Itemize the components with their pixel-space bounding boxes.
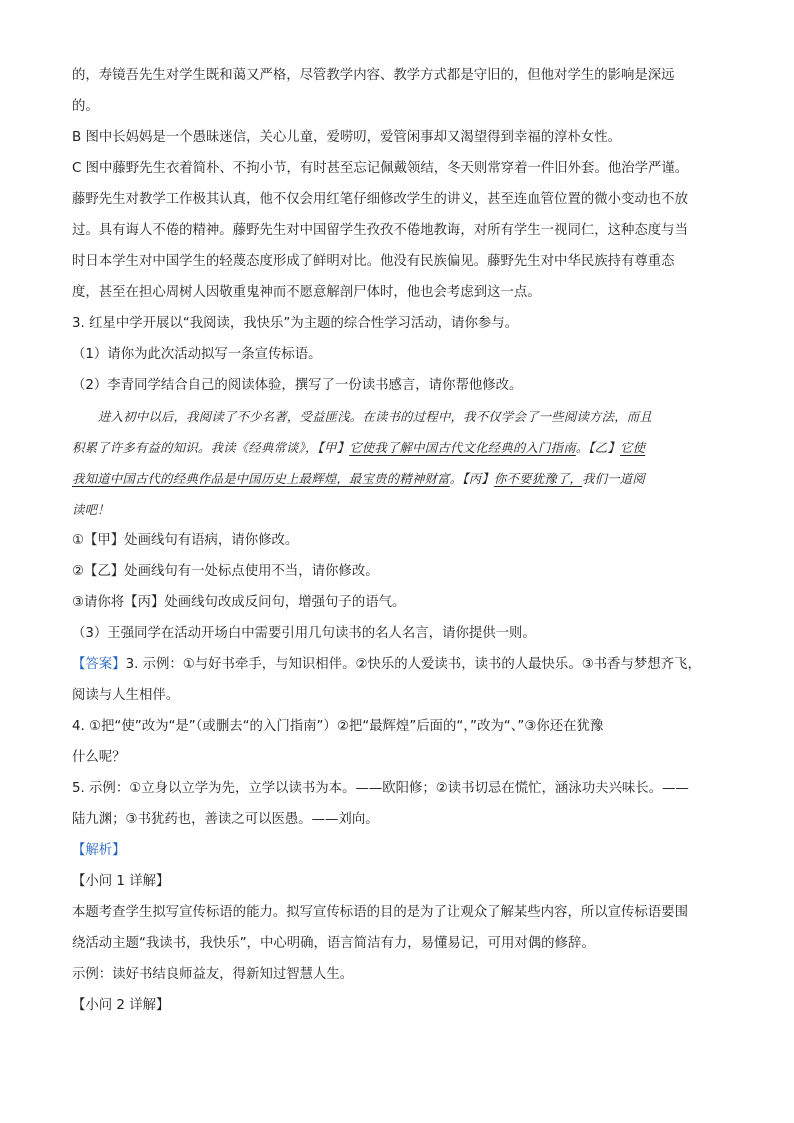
paragraph-line: 度，甚至在担心周树人因敬重鬼神而不愿意解剖尸体时，他也会考虑到这一点。 [72, 285, 541, 300]
task-line: ①【甲】处画线句有语病，请你修改。 [72, 533, 299, 548]
underlined-sentence-yi-start: 它使 [620, 440, 646, 455]
passage-line: 进入初中以后，我阅读了不少名著，受益匪浅。在读书的过程中，我不仅学会了一些阅读方法，而且 [98, 409, 652, 424]
section-heading: 【小问 1 详解】 [72, 874, 170, 889]
passage-line [72, 463, 732, 494]
sub-question-1: （1）请你为此次活动拟写一条宣传标语。 [72, 347, 322, 362]
paragraph-line: B 图中长妈妈是一个愚昧迷信，关心儿童，爱唠叨，爱管闲事却又渴望得到幸福的淳朴女性。 [72, 130, 622, 145]
underlined-sentence-yi: 我知道中国古代的经典作品是中国历史上最辉煌，最宝贵的精神财富 [72, 471, 450, 486]
paragraph-line: 的。 [72, 99, 99, 114]
task-line: ②【乙】处画线句有一处标点使用不当，请你修改。 [72, 564, 379, 579]
answer-line: 5. 示例：①立身以立学为先，立学以读书为本。——欧阳修；②读书切忌在慌忙，涵泳功夫兴味长。—— [72, 781, 689, 796]
analysis-line: 绕活动主题“我读书，我快乐”，中心明确，语言简洁有力，易懂易记，可用对偶的修辞。 [72, 936, 595, 951]
question-3-stem: 3. 红星中学开展以“我阅读，我快乐”为主题的综合性学习活动，请你参与。 [72, 316, 519, 331]
passage-line: 读吧！ [72, 502, 110, 517]
sub-question-3: （3）王强同学在活动开场白中需要引用几句读书的名人名言，请你提供一则。 [72, 626, 536, 641]
paragraph-line: C 图中藤野先生衣着简朴、不拘小节，有时甚至忘记佩戴领结，冬天则常穿着一件旧外套。他治学严谨。 [72, 161, 689, 176]
underlined-sentence-bing: 你不要犹豫了， [493, 471, 583, 486]
passage-text: 积累了许多有益的知识。我读《经典常谈》，【甲】 [72, 440, 350, 455]
answer-line [72, 649, 732, 680]
passage-text: 。【丙】 [449, 471, 494, 486]
answer-line: 阅读与人生相伴。 [72, 688, 180, 703]
answer-line: 陆九渊；③书犹药也，善读之可以医愚。——刘向。 [72, 812, 379, 827]
analysis-line: 本题考查学生拟写宣传标语的能力。拟写宣传标语的目的是为了让观众了解某些内容，所以宣传标语要围 [72, 905, 688, 920]
analysis-line: 示例：读好书结良师益友，得新知过智慧人生。 [72, 967, 354, 982]
answer-line: 4. ①把“使”改为“是”（或删去“的入门指南”）②把“最辉煌”后面的“，”改为“、”③你还在犹豫 [72, 719, 604, 734]
answer-tag: 【答案】 [72, 657, 126, 672]
reading-passage [72, 401, 732, 525]
section-heading: 【小问 2 详解】 [72, 998, 170, 1013]
underlined-sentence-jia: 它使我了解中国古代文化经典的入门指南 [349, 440, 576, 455]
task-line: ③请你将【丙】处画线句改成反问句，增强句子的语气。 [72, 595, 406, 610]
passage-text: 我们一道阅 [582, 471, 645, 486]
paragraph-line: 藤野先生对教学工作极其认真，他不仅会用红笔仔细修改学生的讲义，甚至连血管位置的微小变动也不放 [72, 192, 688, 207]
answer-text: 3. 示例：①与好书牵手，与知识相伴。②快乐的人爱读书，读书的人最快乐。③书香与梦想齐飞， [125, 657, 701, 672]
paragraph-line: 的，寿镜吾先生对学生既和蔼又严格，尽管教学内容、教学方式都是守旧的，但他对学生的影响是深远 [72, 68, 675, 83]
passage-line [72, 432, 732, 463]
paragraph-line: 时日本学生对中国学生的轻蔑态度形成了鲜明对比。他没有民族偏见。藤野先生对中华民族持有尊重态 [72, 254, 675, 269]
document-page [72, 60, 732, 1021]
paragraph-line: 过。具有诲人不倦的精神。藤野先生对中国留学生孜孜不倦地教诲，对所有学生一视同仁，这种态度与当 [72, 223, 688, 238]
sub-question-2: （2）李青同学结合自己的阅读体验，撰写了一份读书感言，请你帮他修改。 [72, 378, 523, 393]
passage-text: 。【乙】 [575, 440, 620, 455]
analysis-tag: 【解析】 [72, 843, 126, 858]
answer-line: 什么呢？ [72, 750, 126, 765]
